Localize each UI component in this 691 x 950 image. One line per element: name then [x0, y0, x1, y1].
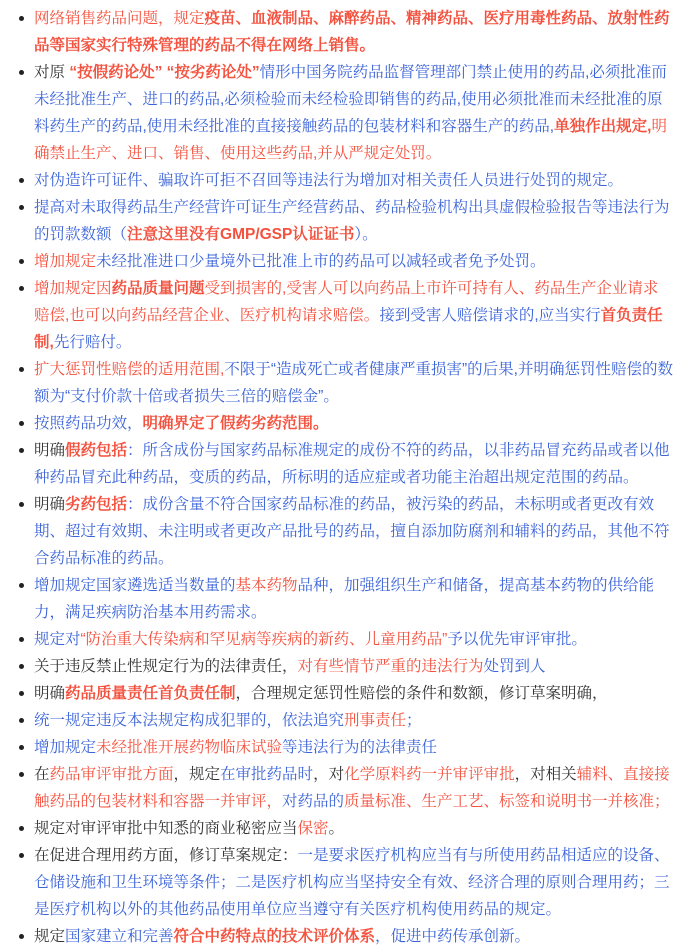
bullet-icon	[19, 718, 24, 723]
text-segment: 质量标准、生产工艺、标签和说明书一并核准；	[344, 793, 670, 810]
bullet-icon	[19, 421, 24, 426]
text-segment: ；	[406, 712, 422, 729]
text-segment: ，促进中药传承创新。	[375, 928, 531, 945]
text-segment: 在审批药品时	[220, 766, 314, 783]
bullet-icon	[19, 70, 24, 75]
text-segment: 统一规定违反本法规定构成犯罪的，依法追究	[34, 712, 345, 729]
text-segment: 明确界定了假药劣药范围。	[142, 415, 329, 432]
text-segment: 提高对未取得药品生产经营许可证生产经营药品、药品检验机构出具虚假检验报告等违法行为的罚款数额（	[34, 199, 670, 243]
bullet-icon	[19, 259, 24, 264]
text-segment: 一是要求医疗机构应当有与所使用药品相适应的设备、仓储设施和卫生环境等条件；二是医疗机构应当坚持安全有效、经济合理的原则合理用药；三是医疗机构以外的其他药品使用单位应当遵守有关医疗机构使用药品的规定。	[34, 847, 670, 918]
list-item	[34, 437, 673, 491]
bullet-icon	[19, 178, 24, 183]
text-segment: 规定对审评审批中知悉的商业秘密应当	[34, 820, 298, 837]
text-segment: 劣药包括	[65, 496, 128, 513]
bullet-icon	[19, 745, 24, 750]
list-item	[34, 572, 673, 626]
text-segment: 在促进合理用药方面，修订草案规定：	[34, 847, 298, 864]
text-segment: 对原	[34, 64, 70, 81]
text-segment: 扩大惩罚性赔偿的适用范围,	[34, 361, 225, 378]
text-segment: 基本药物	[235, 577, 298, 594]
text-segment: 符合中药特点的技术评价体系	[173, 928, 376, 945]
text-segment: 增加规定因	[34, 280, 112, 297]
text-segment: 保密	[297, 820, 329, 837]
list-item	[34, 626, 673, 653]
text-segment: 假药包括	[65, 442, 128, 459]
list-item	[34, 734, 673, 761]
bullet-icon	[19, 205, 24, 210]
text-segment: 药品质量责任首负责任制	[65, 685, 236, 702]
text-segment: 。	[328, 820, 345, 837]
text-segment: 刑事责任	[344, 712, 407, 729]
list-item	[34, 59, 673, 167]
text-segment: 先行赔付。	[53, 334, 132, 351]
list-item	[34, 680, 673, 707]
bullet-icon	[19, 16, 24, 21]
text-segment: 规定	[34, 928, 66, 945]
text-segment: 明确	[34, 685, 66, 702]
list-item	[34, 491, 673, 572]
text-segment: 对伪造许可证件、骗取许可拒不召回等违法行为增加对相关责任人员进行处罚的规定。	[34, 172, 624, 189]
text-segment: “按假药论处” “按劣药论处”	[69, 64, 260, 81]
text-segment: 接到受害人赔偿请求的,应当实行	[379, 307, 601, 324]
text-segment: 单独作出规定,	[554, 118, 652, 135]
text-segment: 受到损害的,受害人可以向药品上市许可持有人、药品生产企业请求赔偿,也可以向药品经营企业、医疗机构请求赔偿。	[34, 280, 659, 324]
text-segment: 疫苗、血液制品、麻醉药品、精神药品、医疗用毒性药品、放射性药品等国家实行特殊管理的药品不得在网络上销售。	[34, 10, 670, 54]
text-segment: 化学原料药一并审评审批	[344, 766, 515, 783]
text-segment: 品种，加强组织生产和储备，提高基本药物的供给能力，满足疾病防治基本用药需求。	[34, 577, 655, 621]
text-segment: 明确	[34, 496, 66, 513]
list-item	[34, 275, 673, 356]
list-item	[34, 842, 673, 923]
text-segment: 辅料、直接接触药品的包装材料和容器一并审评，	[34, 766, 670, 810]
text-segment: 对有些情节严重的违法行为	[297, 658, 484, 675]
text-segment: 处罚到人	[483, 658, 546, 675]
text-segment: 注意这里没有GMP/GSP认证证书	[127, 226, 355, 243]
text-segment: 在	[34, 766, 50, 783]
bullet-icon	[19, 583, 24, 588]
text-segment: ）。	[354, 226, 378, 243]
text-segment: 规定对	[34, 631, 81, 648]
text-segment: “防治重大传染病和罕见病等疾病的新药、儿童用药品”	[80, 631, 448, 648]
text-segment: ：成份含量不符合国家药品标准的药品，被污染的药品，未标明或者更改有效期、超过有效期、未注明或者更改产品批号的药品，擅自添加防腐剂和辅料的药品，其他不符合药品标准的药品。	[34, 496, 670, 567]
bullet-icon	[19, 637, 24, 642]
list-item	[34, 761, 673, 815]
text-segment: 药品质量问题	[111, 280, 205, 297]
text-segment: 关于违反禁止性规定行为的法律责任，	[34, 658, 298, 675]
text-segment: ：所含成份与国家药品标准规定的成份不符的药品，以非药品冒充药品或者以他种药品冒充此种药品，变质的药品，所标明的适应症或者功能主治超出规定范围的药品。	[34, 442, 670, 486]
text-segment: 增加规定	[34, 739, 97, 756]
text-segment: 网络销售药品问题，规定	[34, 10, 205, 27]
text-segment: 不限于“造成死亡或者健康严重损害”的后果,并明确惩罚性赔偿的数额为“支付价款十倍或者损失三倍的赔偿金”。	[34, 361, 673, 405]
text-segment: 药品审评审批方面	[49, 766, 174, 783]
text-segment: ，对相关	[514, 766, 577, 783]
bullet-icon	[19, 286, 24, 291]
list-item	[34, 410, 673, 437]
bullet-icon	[19, 448, 24, 453]
list-item	[34, 653, 673, 680]
text-segment: 按照药品功效，	[34, 415, 143, 432]
text-segment: 未经批准进口少量境外已批准上市的药品可以减轻或者免予处罚。	[96, 253, 546, 270]
text-segment: ，规定	[173, 766, 221, 783]
bullet-icon	[19, 367, 24, 372]
bullet-icon	[19, 502, 24, 507]
bullet-icon	[19, 772, 24, 777]
text-segment: 情形中国务院药品监督管理部门禁止使用的药品,必须批准而未经批准生产、进口的药品,必须检验而未经检验即销售的药品,使用必须批准而未经批准的原料药生产的药品,使用未经批准的直接接触药品的包装材料和容器生产的药品,	[34, 64, 667, 135]
bullet-icon	[19, 934, 24, 939]
list-item	[34, 707, 673, 734]
text-segment: 增加规定	[34, 253, 97, 270]
text-segment: 国家建立和完善	[65, 928, 174, 945]
bullet-icon	[19, 826, 24, 831]
list-item	[34, 356, 673, 410]
text-segment: ，合理规定惩罚性赔偿的条件和数额，修订草案明确，	[235, 685, 608, 702]
text-segment: 增加规定国家遴选适当数量的	[34, 577, 236, 594]
text-segment: 等违法行为的法律责任	[282, 739, 438, 756]
bullet-icon	[19, 664, 24, 669]
text-segment: 对药品的	[282, 793, 345, 810]
text-segment: 予以优先审评审批。	[447, 631, 587, 648]
text-segment: 明确禁止生产、进口、销售、使用这些药品,并从严规定处罚。	[34, 118, 667, 162]
text-segment: 未经批准开展药物临床试验	[96, 739, 283, 756]
list-item	[34, 167, 673, 194]
list-item	[34, 5, 673, 59]
text-segment: ，对	[313, 766, 345, 783]
list-item	[34, 248, 673, 275]
list-item	[34, 815, 673, 842]
text-segment: 首负责任制,	[34, 307, 663, 351]
text-segment: 明确	[34, 442, 66, 459]
bullet-icon	[19, 691, 24, 696]
list-item	[34, 194, 673, 248]
bullet-icon	[19, 853, 24, 858]
list-item	[34, 923, 673, 950]
